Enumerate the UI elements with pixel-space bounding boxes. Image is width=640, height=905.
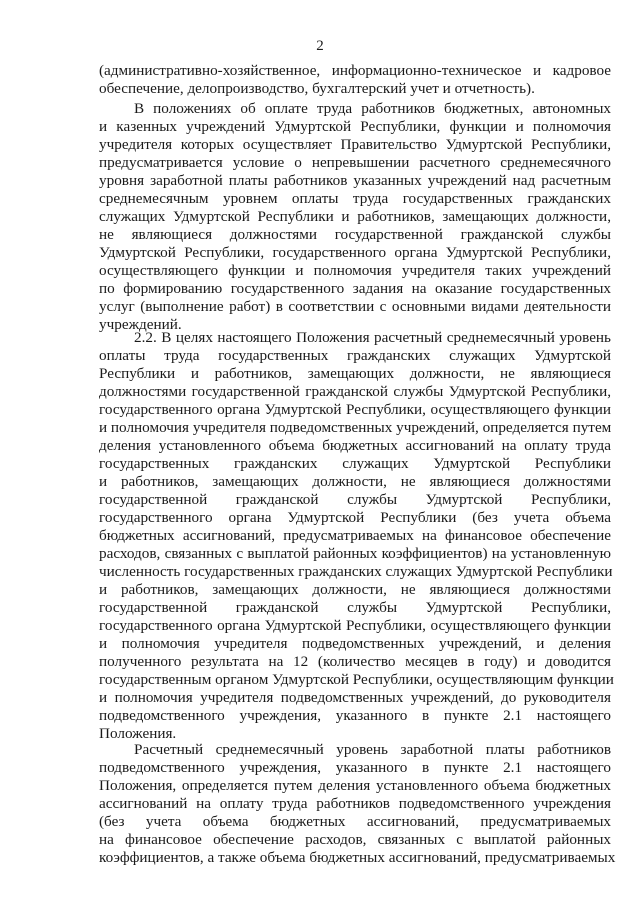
paragraph-3-line: и полномочия учредителя подведомственных учреждений, и деления — [99, 635, 611, 652]
paragraph-2-line: и казенных учреждений Удмуртской Республики, функции и полномочия — [99, 118, 611, 135]
paragraph-3-line: полученного результата на 12 (количество месяцев в году) и доводится — [99, 653, 611, 670]
paragraph-3-line: бюджетных ассигнований, предусматриваемых на финансовое обеспечение — [99, 527, 611, 544]
paragraph-3-line: государственной гражданской службы Удмуртской Республики, — [99, 599, 611, 616]
paragraph-2-line: предусматривается условие о непревышении расчетного среднемесячного — [99, 154, 611, 171]
paragraph-3-line: подведомственного учреждения, указанного в пункте 2.1 настоящего — [99, 707, 611, 724]
paragraph-3-line: государственного органа Удмуртской Республики, осуществляющего функции — [99, 617, 611, 634]
paragraph-3-line: и полномочия учредителя подведомственных учреждений, определяется путем — [99, 419, 612, 436]
paragraph-1-line: (административно-хозяйственное, информационно-техническое и кадровое — [99, 62, 611, 79]
paragraph-2-line: уровня заработной платы работников указанных учреждений над расчетным — [99, 172, 611, 189]
paragraph-3-line: государственным органом Удмуртской Республики, осуществляющим функции — [99, 671, 614, 688]
paragraph-3-line: государственного органа Удмуртской Республики (без учета объема — [99, 509, 611, 526]
paragraph-2-line: услуг (выполнение работ) в соответствии с основными видами деятельности — [99, 298, 611, 315]
paragraph-4-line: ассигнований на оплату труда работников подведомственного учреждения — [99, 795, 611, 812]
paragraph-2-line: осуществляющего функции и полномочия учредителя таких учреждений — [99, 262, 611, 279]
paragraph-2-line: среднемесячным уровнем оплаты труда государственных гражданских — [99, 190, 611, 207]
paragraph-3-line: расходов, связанных с выплатой районных коэффициентов) на установленную — [99, 545, 611, 562]
paragraph-3-line: 2.2. В целях настоящего Положения расчетный среднемесячный уровень — [134, 329, 611, 346]
paragraph-4-line: (без учета объема бюджетных ассигнований, предусматриваемых — [99, 813, 611, 830]
paragraph-3-line: должностями государственной гражданской службы Удмуртской Республики, — [99, 383, 611, 400]
paragraph-2-line: учредителя которых осуществляет Правительство Удмуртской Республики, — [99, 136, 611, 153]
paragraph-4-line: коэффициентов, а также объема бюджетных ассигнований, предусматриваемых — [99, 849, 616, 866]
paragraph-1-line: обеспечение, делопроизводство, бухгалтерский учет и отчетность). — [99, 80, 535, 97]
paragraph-3-line: Положения. — [99, 725, 177, 742]
paragraph-4-line: Расчетный среднемесячный уровень заработной платы работников — [134, 741, 611, 758]
paragraph-3-line: деления установленного объема бюджетных ассигнований на оплату труда — [99, 437, 611, 454]
paragraph-3-line: и работников, замещающих должности, не являющиеся должностями — [99, 473, 611, 490]
paragraph-3-line: и работников, замещающих должности, не являющиеся должностями — [99, 581, 611, 598]
paragraph-3-line: численность государственных гражданских служащих Удмуртской Республики — [99, 563, 613, 580]
paragraph-2-line: служащих Удмуртской Республики и работников, замещающих должности, — [99, 208, 611, 225]
paragraph-3-line: Республики и работников, замещающих должности, не являющиеся — [99, 365, 611, 382]
paragraph-2-line: В положениях об оплате труда работников бюджетных, автономных — [134, 100, 611, 117]
paragraph-2-line: учреждений. — [99, 316, 182, 333]
paragraph-3-line: государственной гражданской службы Удмуртской Республики, — [99, 491, 611, 508]
paragraph-4-line: подведомственного учреждения, указанного в пункте 2.1 настоящего — [99, 759, 611, 776]
page-number: 2 — [316, 38, 324, 54]
paragraph-4-line: Положения, определяется путем деления установленного объема бюджетных — [99, 777, 611, 794]
paragraph-4-line: на финансовое обеспечение расходов, связанных с выплатой районных — [99, 831, 611, 848]
paragraph-2-line: Удмуртской Республики, государственного органа Удмуртской Республики, — [99, 244, 611, 261]
paragraph-2-line: по формированию государственного задания на оказание государственных — [99, 280, 611, 297]
paragraph-3-line: оплаты труда государственных гражданских служащих Удмуртской — [99, 347, 611, 364]
paragraph-3-line: и полномочия учредителя подведомственных учреждений, до руководителя — [99, 689, 611, 706]
paragraph-2-line: не являющиеся должностями государственной гражданской службы — [99, 226, 611, 243]
paragraph-3-line: государственного органа Удмуртской Республики, осуществляющего функции — [99, 401, 611, 418]
paragraph-3-line: государственных гражданских служащих Удмуртской Республики — [99, 455, 611, 472]
